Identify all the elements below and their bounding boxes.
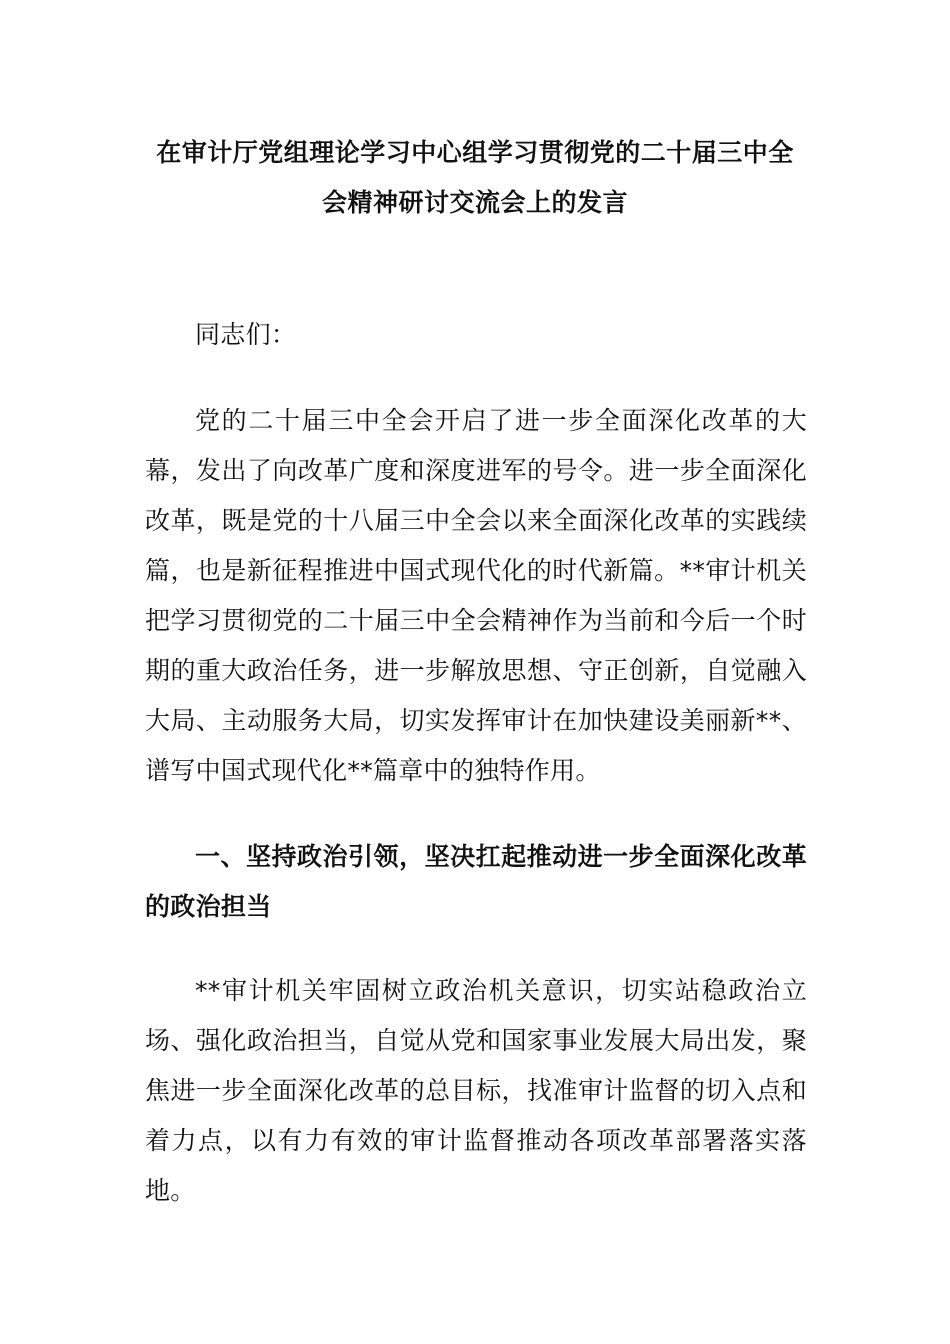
paragraph-intro: 党的二十届三中全会开启了进一步全面深化改革的大幕，发出了向改革广度和深度进军的号令。进一步全面深化改革，既是党的十八届三中全会以来全面深化改革的实践续篇，也是新征程推进中国式现代化的时代新篇。**审计机关把学习贯彻党的二十届三中全会精神作为当前和今后一个时期的重大政治任务，进一步解放思想、守正创新，自觉融入大局、主动服务大局，切实发挥审计在加快建设美丽新**、谱写中国式现代化**篇章中的独特作用。 [145,406,807,785]
greeting: 同志们： [195,320,297,349]
section-heading-1: 一、坚持政治引领，坚决扛起推动进一步全面深化改革的政治担当 [145,842,807,921]
document-title [140,128,810,228]
document-title-line-2: 会精神研讨交流会上的发言 [321,188,628,217]
document-title-line-1: 在审计厅党组理论学习中心组学习贯彻党的二十届三中全 [156,138,794,167]
paragraph-section-1: **审计机关牢固树立政治机关意识，切实站稳政治立场、强化政治担当，自觉从党和国家事业发展大局出发，聚焦进一步全面深化改革的总目标，找准审计监督的切入点和着力点，以有力有效的审计监督推动各项改革部署落实落地。 [145,976,807,1205]
